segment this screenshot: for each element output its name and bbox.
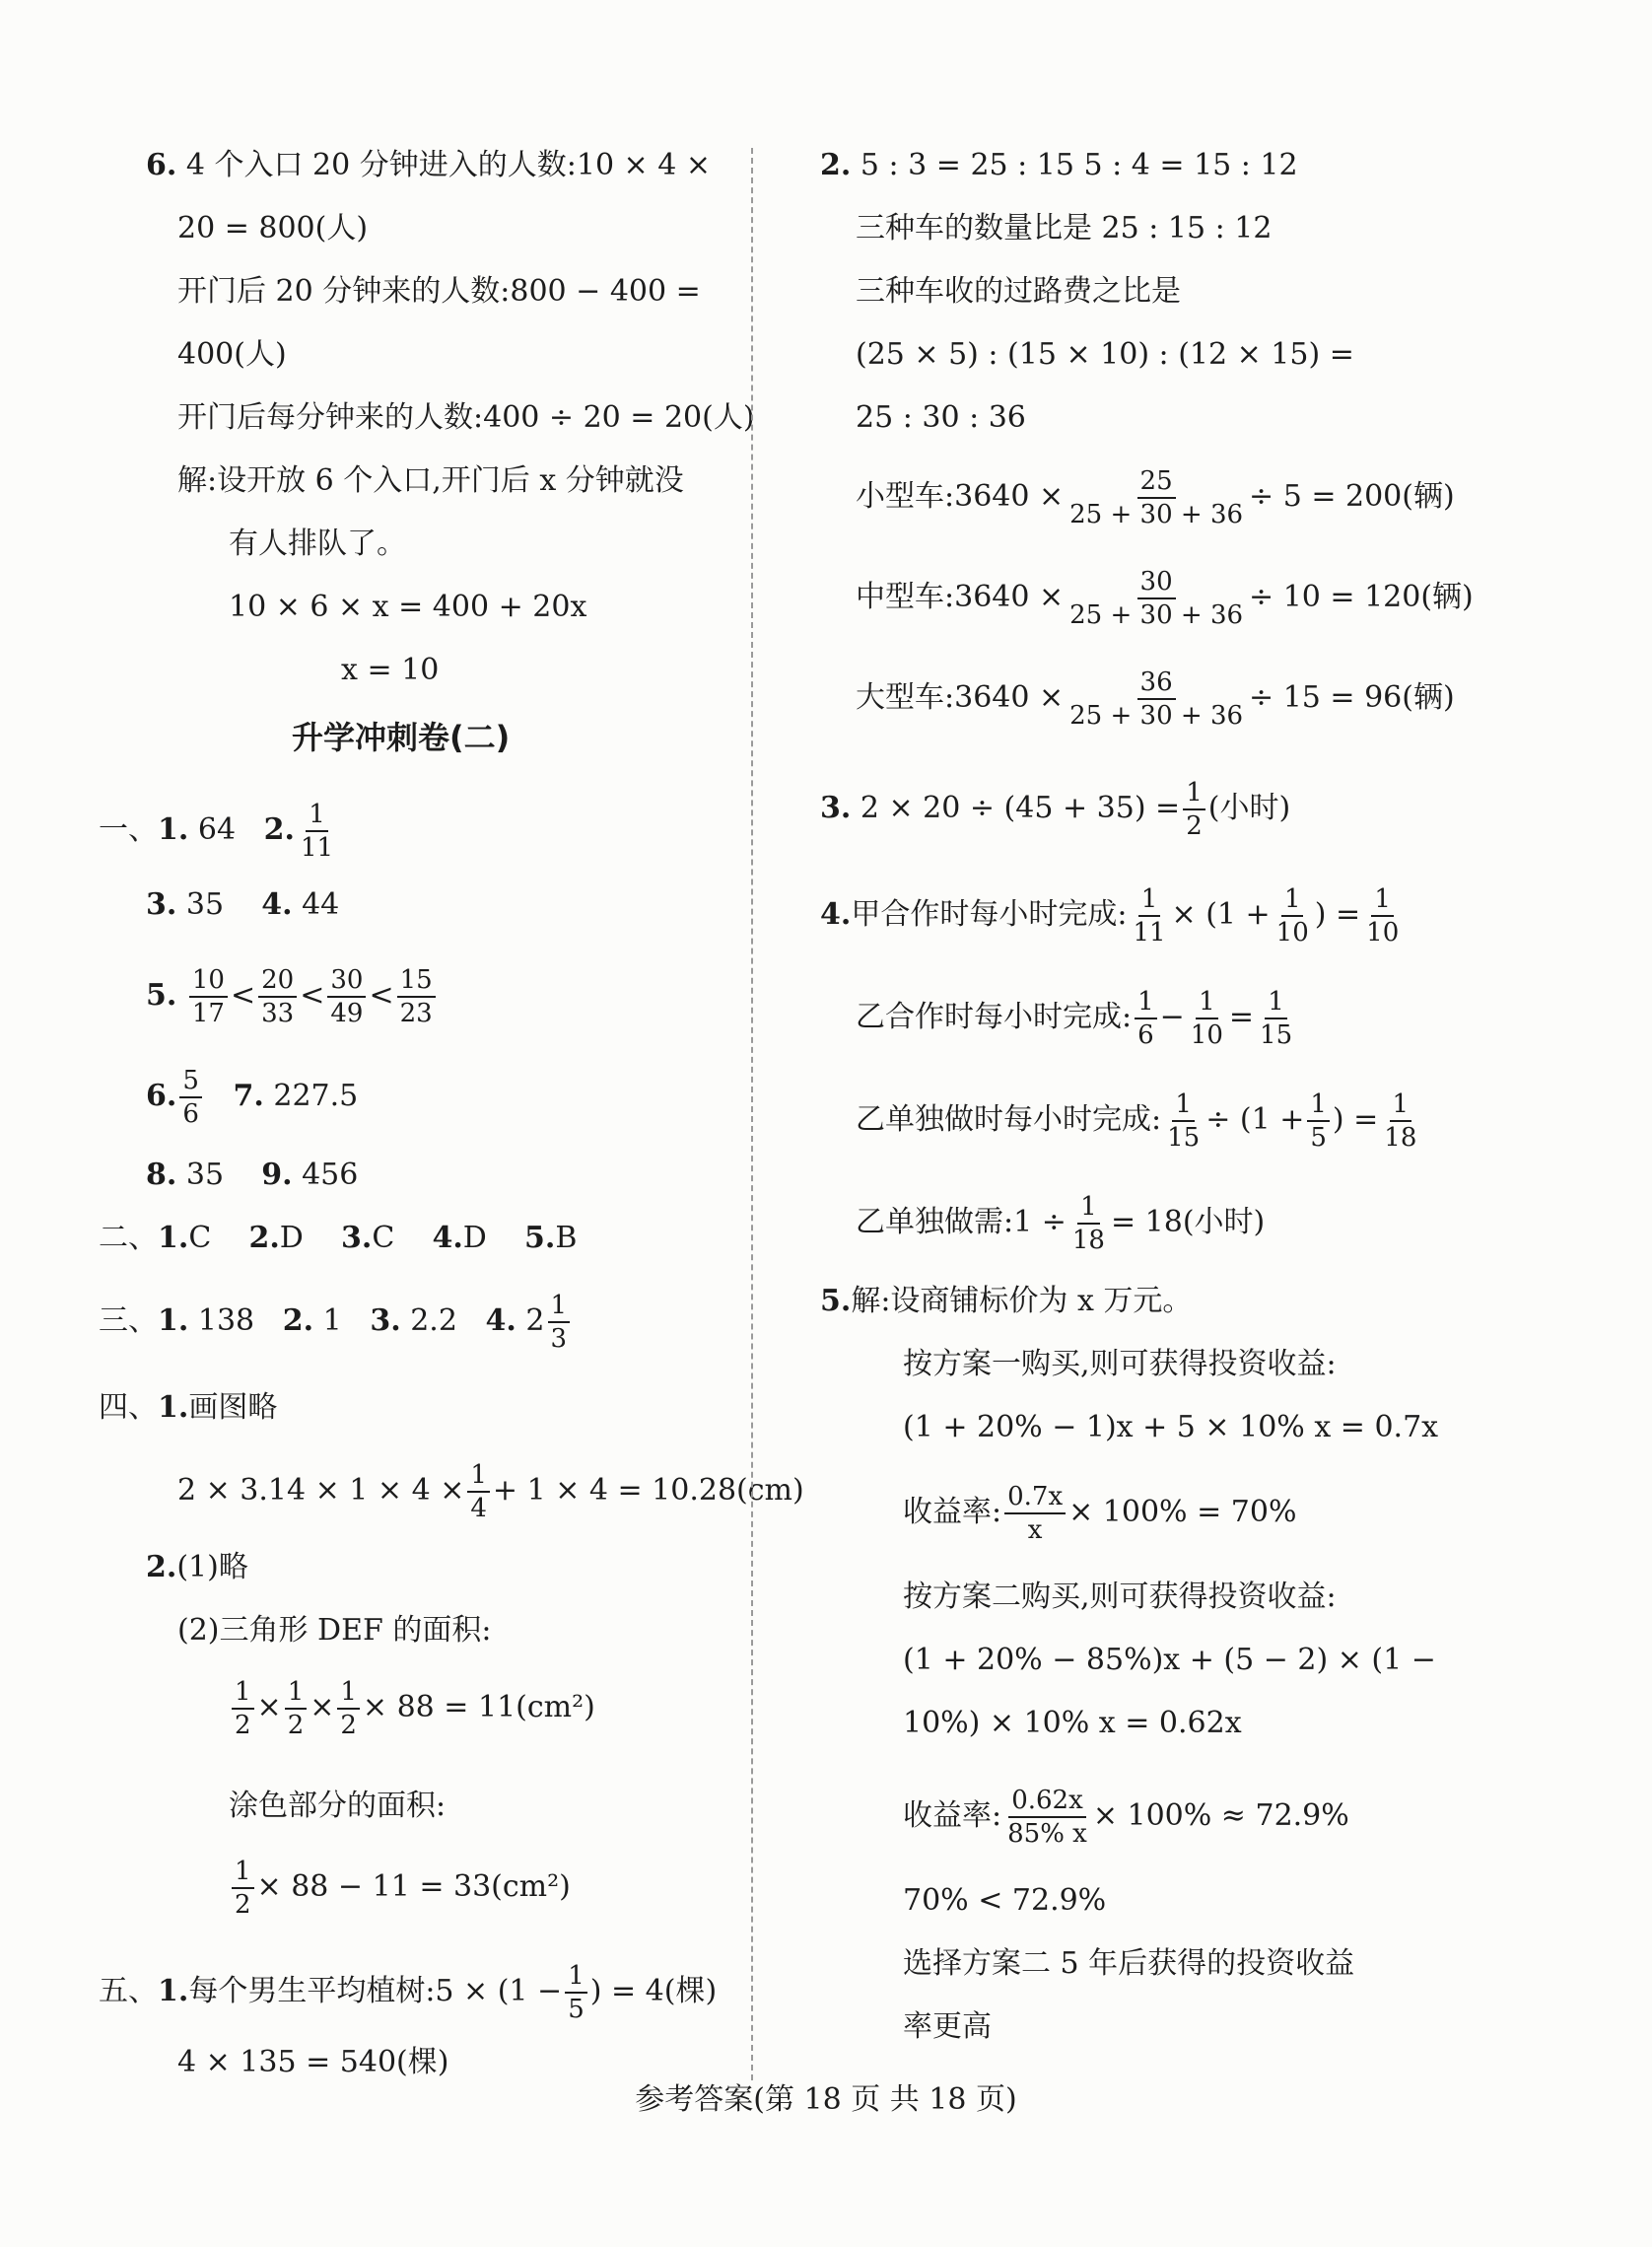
fraction: $\frac{1}{2}$ (337, 1676, 360, 1741)
s1-row5: 8. 35 9. 456 (146, 1158, 359, 1192)
fraction: $\frac{1}{2}$ (232, 1676, 254, 1741)
s1-row3: 5. $\frac{10}{17}$ < $\frac{20}{33}$ < $\frac{30}{49}$ < $\frac{15}{23}$ (146, 964, 439, 1029)
s4-q1-calc: 2 × 3.14 × 1 × 4 × $\frac{1}{4}$ + 1 × 4 = 10.28(cm) (177, 1460, 804, 1523)
s4-q1: 四、1.画图略 (99, 1390, 278, 1425)
right-q5-line7: 10%) × 10% x = 0.62x (903, 1706, 1242, 1740)
right-q5-line8: 收益率: $\frac{0.62x}{85\% x}$ × 100% ≈ 72.9% (903, 1786, 1349, 1849)
right-q5-line4: 收益率: $\frac{0.7x}{x}$ × 100% = 70% (903, 1482, 1297, 1545)
fraction: $\frac{0.7x}{x}$ (1004, 1481, 1066, 1546)
right-q5-line10: 选择方案二 5 年后获得的投资收益 (903, 1946, 1355, 1981)
right-q5-line5: 按方案二购买,则可获得投资收益: (903, 1580, 1337, 1614)
fraction: $\frac{25}{25 + 30 + 36}$ (1069, 466, 1244, 529)
right-q5-line6: (1 + 20% − 85%)x + (5 − 2) × (1 − (903, 1643, 1436, 1677)
fraction: $\frac{1}{18}$ (1071, 1192, 1105, 1255)
left-q6-line5: 开门后每分钟来的人数:400 ÷ 20 = 20(人) (177, 400, 755, 435)
right-q4-line3: 乙单独做时每小时完成: $\frac{1}{15}$ ÷ (1 + $\frac{1}{5}$ ) = $\frac{1}{18}$ (856, 1088, 1422, 1154)
right-q2-line1: 2. 5 : 3 = 25 : 15 5 : 4 = 15 : 12 (820, 148, 1298, 182)
s1-row1: 一、1. 64 2. $\frac{1}{11}$ (99, 799, 339, 864)
fraction: $\frac{1}{2}$ (1183, 777, 1205, 842)
fraction: $\frac{1}{5}$ (565, 1960, 587, 2025)
s2-row: 二、1.C 2.D 3.C 4.D 5.B (99, 1221, 578, 1255)
right-q2-line3: 三种车收的过路费之比是 (856, 274, 1181, 309)
s3-row: 三、1. 138 2. 1 3. 2.2 4. 2 $\frac{1}{3}$ (99, 1290, 573, 1355)
left-q6-line9: x = 10 (341, 653, 440, 687)
section-title: 升学冲刺卷(二) (292, 719, 511, 756)
fraction: $\frac{36}{25 + 30 + 36}$ (1069, 667, 1244, 731)
fraction: $\frac{20}{33}$ (258, 964, 297, 1029)
right-q2-line2: 三种车的数量比是 25 : 15 : 12 (856, 211, 1273, 246)
fraction: $\frac{1}{10}$ (1366, 884, 1400, 948)
fraction: $\frac{1}{3}$ (548, 1290, 571, 1355)
s4-q2-line2: (2)三角形 DEF 的面积: (177, 1613, 492, 1648)
left-q6-line7: 有人排队了。 (229, 527, 406, 561)
s4-q2-calc: $\frac{1}{2}$ × $\frac{1}{2}$ × $\frac{1}{2}$ × 88 = 11(cm²) (229, 1676, 595, 1741)
right-q5-line11: 率更高 (903, 2009, 992, 2044)
s5-q1: 五、1.每个男生平均植树:5 × (1 − $\frac{1}{5}$ ) = 4(棵) (99, 1961, 718, 2024)
right-q3: 3. 2 × 20 ÷ (45 + 35) = $\frac{1}{2}$ (小时) (820, 778, 1291, 841)
fraction: $\frac{1}{15}$ (1260, 987, 1293, 1050)
s4-q2-calc2: $\frac{1}{2}$ × 88 − 11 = 33(cm²) (229, 1856, 571, 1921)
left-q6-line8: 10 × 6 × x = 400 + 20x (229, 590, 587, 624)
fraction: $\frac{1}{2}$ (285, 1676, 308, 1741)
fraction: $\frac{0.62x}{85\% x}$ (1007, 1786, 1087, 1849)
right-q2-line4: (25 × 5) : (15 × 10) : (12 × 15) = (856, 337, 1354, 372)
right-q5-line9: 70% < 72.9% (903, 1883, 1107, 1918)
right-q2-small: 小型车:3640 × $\frac{25}{25 + 30 + 36}$ ÷ 5 = 200(辆) (856, 466, 1455, 529)
right-q2-mid: 中型车:3640 × $\frac{30}{25 + 30 + 36}$ ÷ 10 = 120(辆) (856, 567, 1474, 630)
right-q5-line3: (1 + 20% − 1)x + 5 × 10% x = 0.7x (903, 1410, 1439, 1444)
right-q4-line4: 乙单独做需:1 ÷ $\frac{1}{18}$ = 18(小时) (856, 1192, 1266, 1255)
fraction: $\frac{10}{17}$ (189, 964, 228, 1029)
right-q4-line2: 乙合作时每小时完成: $\frac{1}{6}$ − $\frac{1}{10}$ = $\frac{1}{15}$ (856, 986, 1298, 1051)
left-q6-line3: 开门后 20 分钟来的人数:800 − 400 = (177, 274, 701, 309)
s1-row4: 6. $\frac{5}{6}$ 7. 227.5 (146, 1066, 359, 1129)
fraction: $\frac{1}{5}$ (1307, 1088, 1330, 1154)
right-q2-big: 大型车:3640 × $\frac{36}{25 + 30 + 36}$ ÷ 15 = 96(辆) (856, 667, 1455, 731)
s4-q2-line4: 涂色部分的面积: (229, 1789, 447, 1823)
fraction: $\frac{1}{2}$ (232, 1856, 254, 1921)
right-q2-line5: 25 : 30 : 36 (856, 400, 1026, 435)
fraction: $\frac{1}{10}$ (1190, 987, 1223, 1050)
column-divider (751, 148, 753, 2080)
fraction: $\frac{1}{10}$ (1275, 884, 1309, 948)
s1-row2: 3. 35 4. 44 (146, 887, 340, 922)
fraction: $\frac{15}{23}$ (397, 964, 436, 1029)
fraction: $\frac{30}{25 + 30 + 36}$ (1069, 567, 1244, 630)
left-q6-line4: 400(人) (177, 337, 287, 372)
fraction: $\frac{1}{18}$ (1384, 1089, 1417, 1153)
s5-q1-line2: 4 × 135 = 540(棵) (177, 2045, 449, 2079)
right-q4-line1: 4.甲合作时每小时完成: $\frac{1}{11}$ × (1 + $\frac{1}{10}$ ) = $\frac{1}{10}$ (820, 883, 1405, 948)
fraction: $\frac{1}{4}$ (467, 1459, 490, 1524)
fraction: $\frac{30}{49}$ (327, 964, 366, 1029)
right-q5-line1: 5.解:设商铺标价为 x 万元。 (820, 1284, 1193, 1318)
fraction: $\frac{1}{11}$ (301, 800, 334, 863)
left-q6-line6: 解:设开放 6 个入口,开门后 x 分钟就没 (177, 463, 684, 498)
left-q6-line2: 20 = 800(人) (177, 211, 369, 246)
right-q5-line2: 按方案一购买,则可获得投资收益: (903, 1347, 1337, 1381)
fraction: $\frac{5}{6}$ (179, 1065, 202, 1130)
left-q6-line1: 6. 4 个入口 20 分钟进入的人数:10 × 4 × (146, 148, 711, 182)
page-footer: 参考答案(第 18 页 共 18 页) (635, 2082, 1017, 2117)
s4-q2: 2.(1)略 (146, 1550, 248, 1584)
fraction: $\frac{1}{15}$ (1167, 1089, 1201, 1153)
fraction: $\frac{1}{11}$ (1133, 884, 1166, 948)
fraction: $\frac{1}{6}$ (1135, 986, 1157, 1051)
